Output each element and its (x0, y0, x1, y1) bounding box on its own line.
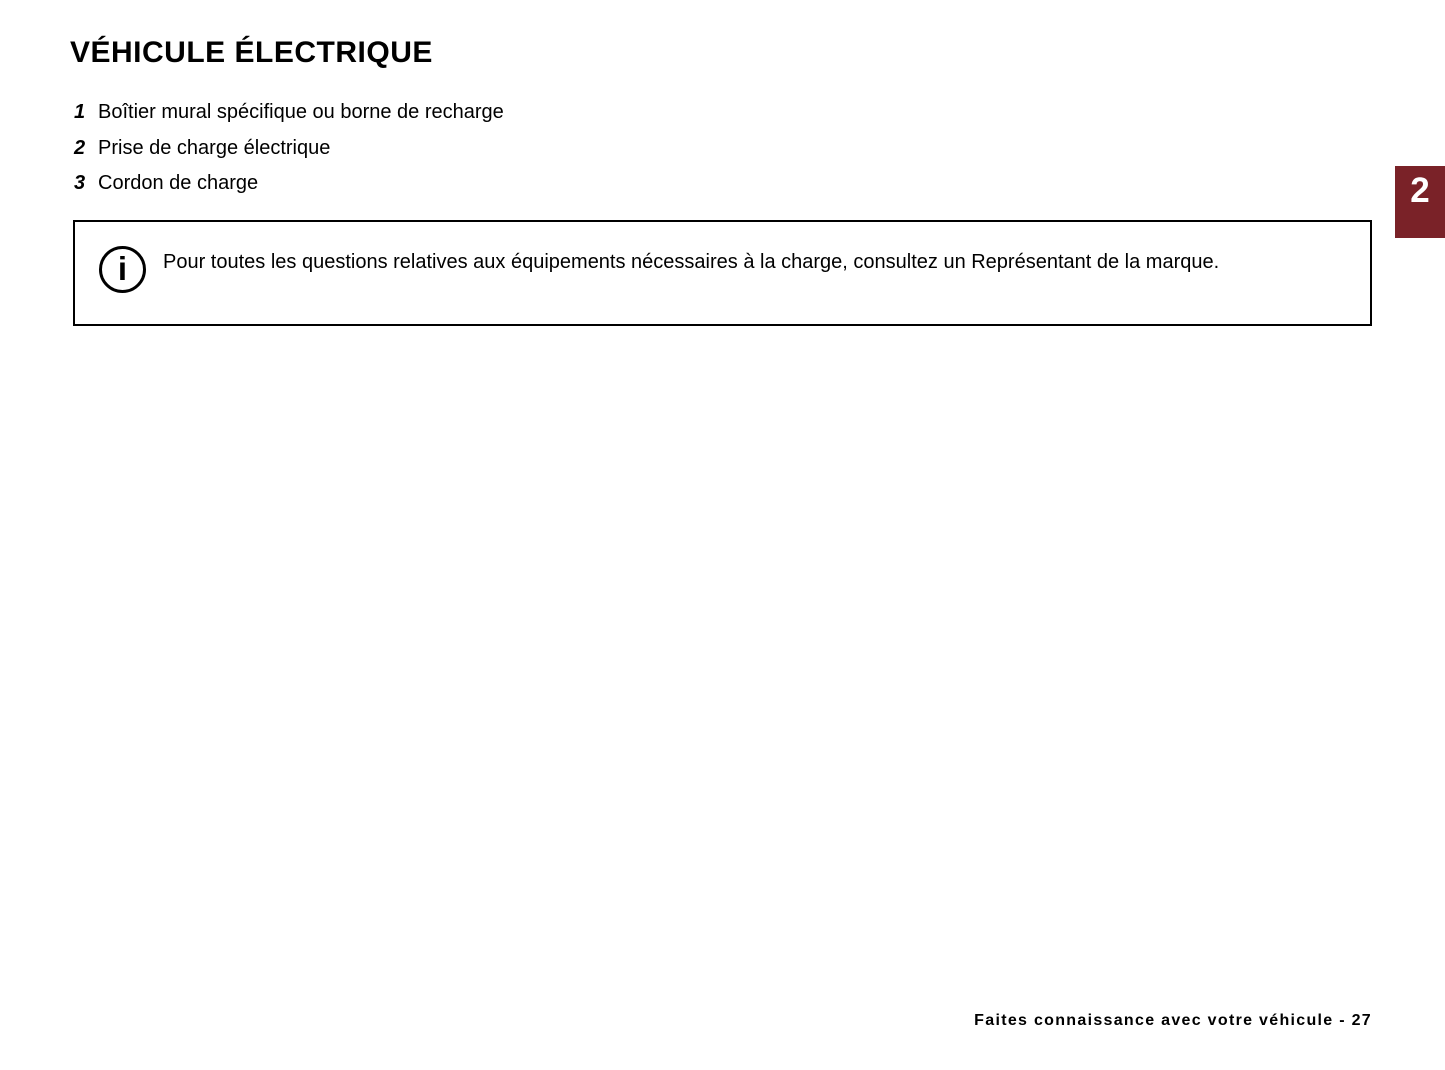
page-title: VÉHICULE ÉLECTRIQUE (70, 36, 433, 69)
list-item-number: 3 (74, 172, 86, 194)
info-callout-text: Pour toutes les questions relatives aux équipements nécessaires à la charge, consultez un Représentant de la marque. (163, 251, 1220, 273)
section-tab-2: 2 (1395, 166, 1445, 238)
list-item (74, 101, 504, 137)
legend-list (74, 101, 504, 208)
list-item-number: 1 (74, 101, 86, 123)
list-item-label: Boîtier mural spécifique ou borne de recharge (98, 101, 504, 123)
list-item-number: 2 (74, 136, 86, 159)
info-icon: i (99, 246, 146, 293)
info-callout-box (73, 220, 1372, 326)
list-item (74, 172, 504, 208)
list-item-label: Cordon de charge (98, 172, 259, 194)
list-item (74, 137, 504, 173)
page-footer: Faites connaissance avec votre véhicule - 27 (974, 1012, 1372, 1029)
list-item-label: Prise de charge électrique (98, 136, 331, 159)
